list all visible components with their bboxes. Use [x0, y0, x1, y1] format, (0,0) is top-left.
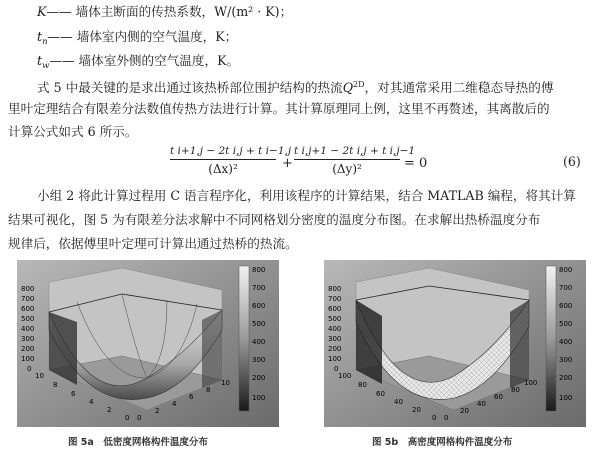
surface-wall-right: [202, 310, 222, 388]
z-tick: 100: [328, 355, 342, 363]
definition-tw: [37, 53, 239, 74]
equation-rhs: = 0: [404, 156, 428, 171]
colorbar-tick: 400: [559, 338, 573, 346]
z-tick: 100: [21, 355, 35, 363]
definition-subscript: n: [42, 37, 48, 47]
z-tick: 600: [328, 305, 342, 313]
colorbar-tick: 100: [559, 394, 573, 402]
figure-5b-caption: 图 5b 高密度网格构件温度分布: [372, 437, 513, 448]
paragraph1-line1: [37, 77, 553, 96]
y-tick: 80: [511, 386, 520, 394]
z-tick: 0: [334, 365, 339, 373]
colorbar-tick: 400: [252, 338, 266, 346]
z-tick: 700: [328, 295, 342, 303]
definition-k: [37, 4, 292, 20]
colorbar: [546, 266, 556, 411]
x-tick: 80: [358, 381, 367, 389]
colorbar-tick: 200: [252, 374, 266, 382]
equation-6: [170, 145, 430, 185]
z-axis-ticks: [21, 285, 34, 373]
z-tick: 600: [21, 305, 35, 313]
text-run: 式 5 中最关键的是求出通过该热桥部位围护结构的热流: [37, 80, 343, 96]
plus-sign: +: [282, 156, 293, 171]
fraction-y: [294, 145, 416, 176]
x-tick: 60: [376, 390, 385, 398]
colorbar-tick: 200: [559, 374, 573, 382]
z-tick: 800: [21, 285, 35, 293]
paragraph2-line1: 小组 2 将此计算过程用 C 语言程序化，利用该程序的计算结果，结合 MATLAB 编程，将其计算: [37, 188, 576, 203]
definition-tn: [37, 29, 237, 50]
z-tick: 300: [328, 335, 342, 343]
figure-5a-caption: 图 5a 低密度网格构件温度分布: [68, 437, 208, 448]
colorbar-tick: 500: [252, 320, 266, 328]
x-tick: 0: [125, 414, 130, 422]
y-tick: 8: [206, 386, 211, 394]
definition-symbol: t: [37, 29, 43, 44]
fraction-bar: [170, 159, 276, 160]
paragraph2-line2: 结果可视化，图 5 为有限差分法求解中不同网格划分密度的温度分布图。在求解出热桥温度分布: [8, 212, 541, 227]
numerator-x: t i+1,j − 2t i,j + t i−1,j: [170, 145, 292, 157]
z-tick: 200: [328, 345, 342, 353]
colorbar: [239, 266, 249, 411]
figure-5b: [324, 260, 586, 427]
definition-text: —— 墙体室内侧的空气温度，K；: [47, 29, 238, 44]
z-tick: 400: [328, 325, 342, 333]
y-tick: 60: [494, 393, 503, 401]
denominator-x: (Δx)²: [208, 162, 238, 176]
y-tick: 6: [189, 393, 194, 401]
x-tick: 0: [432, 414, 437, 422]
definition-subscript: w: [42, 61, 50, 71]
x-tick: 100: [338, 372, 352, 380]
superscript-2d: 2D: [353, 80, 365, 89]
x-tick: 8: [53, 381, 58, 389]
paragraph1-line2: 里叶定理结合有限差分法数值传热方法进行计算。其计算原理同上例，这里不再赘述，其离散后的: [8, 101, 550, 116]
y-tick: 0: [444, 414, 449, 422]
x-tick: 6: [71, 390, 76, 398]
fraction-x: [170, 145, 292, 176]
text-run: ，对其通常采用二维稳态导热的傅: [364, 80, 554, 96]
z-tick: 400: [21, 325, 35, 333]
colorbar-tick: 800: [252, 266, 266, 274]
y-tick: 0: [137, 414, 142, 422]
y-tick: 2: [155, 407, 160, 415]
definition-symbol: t: [37, 53, 43, 68]
symbol-q: Q: [342, 80, 354, 96]
surface-wall-right: [510, 300, 529, 388]
x-tick: 40: [394, 398, 403, 406]
z-tick: 500: [21, 315, 35, 323]
paragraph2-line3: 规律后，依据傅里叶定理可计算出通过热桥的热流。: [8, 236, 298, 251]
colorbar-tick: 100: [252, 394, 266, 402]
colorbar-tick: 600: [559, 302, 573, 310]
y-tick: 40: [477, 400, 486, 408]
fraction-bar: [294, 159, 400, 160]
y-tick: 100: [524, 379, 538, 387]
colorbar-tick: 700: [559, 284, 573, 292]
colorbar-tick: 800: [559, 266, 573, 274]
denominator-y: (Δy)²: [332, 162, 362, 176]
z-tick: 700: [21, 295, 35, 303]
numerator-y: t i,j+1 − 2t i,j + t i,j−1: [294, 145, 416, 157]
colorbar-tick: 300: [559, 356, 573, 364]
z-tick: 0: [27, 365, 32, 373]
figure-5a: [17, 260, 279, 427]
colorbar-tick: 300: [252, 356, 266, 364]
y-tick: 10: [221, 379, 230, 387]
y-tick: 4: [172, 400, 177, 408]
x-tick: 2: [107, 406, 112, 414]
definition-symbol: K: [37, 4, 47, 19]
colorbar-tick: 500: [559, 320, 573, 328]
z-tick: 800: [328, 285, 342, 293]
colorbar-tick: 600: [252, 302, 266, 310]
z-tick: 500: [328, 315, 342, 323]
z-tick: 200: [21, 345, 35, 353]
z-tick: 300: [21, 335, 35, 343]
colorbar-tick: 700: [252, 284, 266, 292]
definition-text: —— 墙体室外侧的空气温度，K。: [49, 53, 240, 68]
paragraph1-line3: 计算公式如式 6 所示。: [8, 124, 138, 139]
y-tick: 20: [460, 407, 469, 415]
x-tick: 10: [35, 372, 44, 380]
definition-text: —— 墙体主断面的传热系数，W/(m² · K)；: [46, 4, 293, 19]
x-tick: 4: [89, 398, 94, 406]
x-tick: 20: [412, 406, 421, 414]
equation-number: (6): [563, 154, 581, 169]
z-axis-ticks: [328, 285, 341, 373]
